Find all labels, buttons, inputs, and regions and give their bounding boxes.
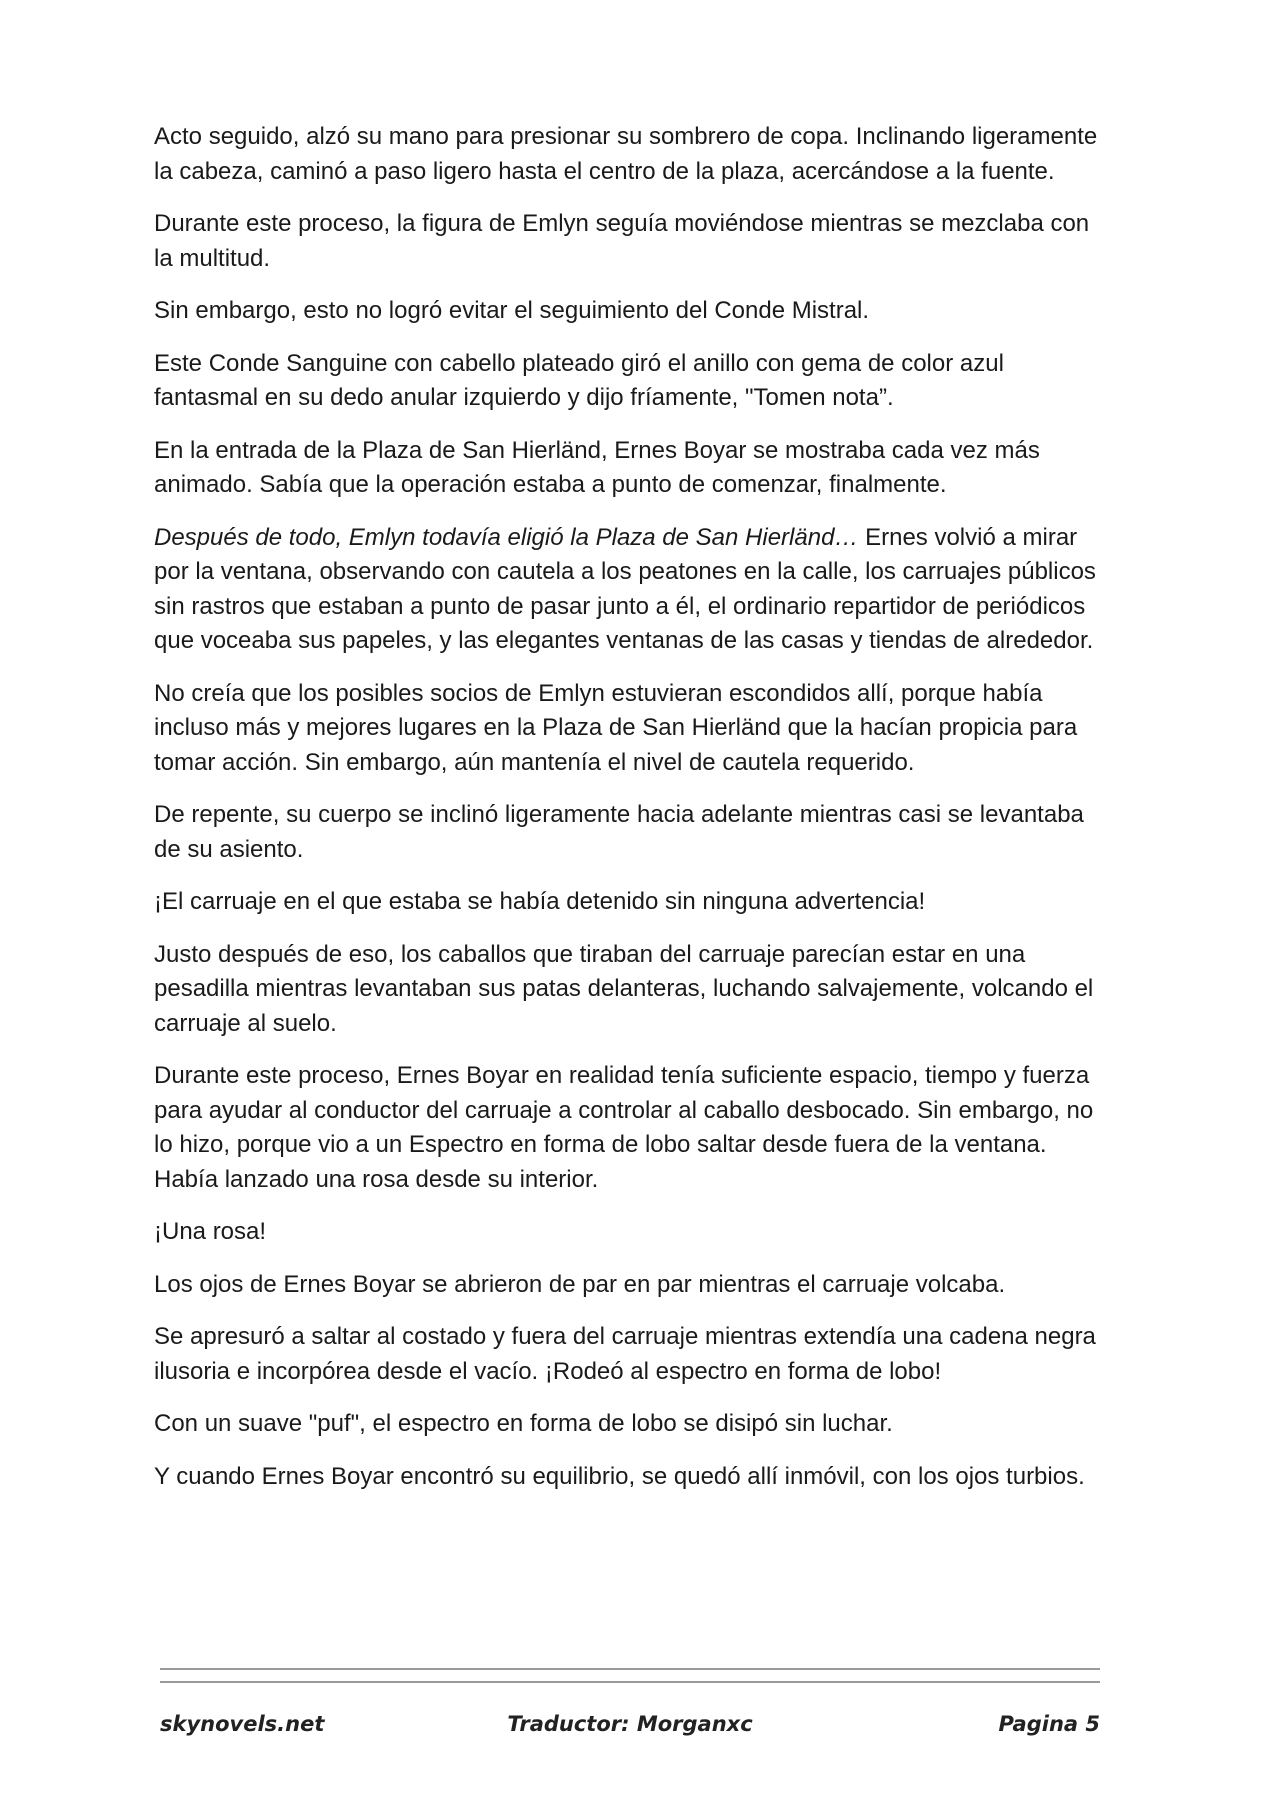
italic-thought: Después de todo, Emlyn todavía eligió la Plaza de San Hierländ… — [154, 523, 859, 551]
footer-site: skynovels.net — [160, 1712, 325, 1736]
footer-translator: Traductor: Morganxc — [507, 1712, 753, 1736]
paragraph-15: Con un suave "puf", el espectro en forma de lobo se disipó sin luchar. — [154, 1410, 893, 1437]
paragraph-5: En la entrada de la Plaza de San Hierländ, Ernes Boyar se mostraba cada vez más animado. Sabía que la operación estaba a punto de comenzar, finalmente. — [154, 436, 1040, 498]
paragraph-12: ¡Una rosa! — [154, 1218, 267, 1245]
paragraph-13: Los ojos de Ernes Boyar se abrieron de par en par mientras el carruaje volcaba. — [154, 1270, 1006, 1298]
paragraph-4: Este Conde Sanguine con cabello plateado giró el anillo con gema de color azul fantasmal en su dedo anular izquierdo y dijo fríamente, "Tomen nota”. — [154, 349, 1004, 411]
paragraph-16: Y cuando Ernes Boyar encontró su equilibrio, se quedó allí inmóvil, con los ojos turbios. — [154, 1462, 1085, 1490]
paragraph-7: No creía que los posibles socios de Emlyn estuvieran escondidos allí, porque había incluso más y mejores lugares en la Plaza de San Hierländ que la hacían propicia para tomar acción. Sin embargo, aún mantenía el nivel de cautela requerido. — [154, 679, 1078, 776]
document-body — [154, 120, 1114, 1512]
paragraph-1: Acto seguido, alzó su mano para presionar su sombrero de copa. Inclinando ligeramente la cabeza, caminó a paso ligero hasta el centro de la plaza, acercándose a la fuente. — [154, 123, 1098, 185]
paragraph-14: Se apresuró a saltar al costado y fuera del carruaje mientras extendía una cadena negra ilusoria e incorpórea desde el vacío. ¡Rodeó al espectro en forma de lobo! — [154, 1323, 1096, 1385]
paragraph-6: Después de todo, Emlyn todavía eligió la Plaza de San Hierländ… Ernes volvió a mirar por la ventana, observando con cautela a los peatones en la calle, los carruajes públicos sin rastros que estaban a punto de pasar junto a él, el ordinario repartidor de periódicos que voceaba sus papeles, y las elegantes ventanas de las casas y tiendas de alrededor. — [154, 523, 1096, 654]
footer-page-number: Pagina 5 — [998, 1712, 1100, 1736]
paragraph-11: Durante este proceso, Ernes Boyar en realidad tenía suficiente espacio, tiempo y fuerza para ayudar al conductor del carruaje a controlar al caballo desbocado. Sin embargo, no lo hizo, porque vio a un Espectro en forma de lobo saltar desde fuera de la ventana. Había lanzado una rosa desde su interior. — [154, 1062, 1094, 1193]
page-footer — [160, 1712, 1100, 1748]
paragraph-2: Durante este proceso, la figura de Emlyn seguía moviéndose mientras se mezclaba con la multitud. — [154, 210, 1090, 272]
paragraph-8: De repente, su cuerpo se inclinó ligeramente hacia adelante mientras casi se levantaba de su asiento. — [154, 801, 1084, 863]
footer-divider-bottom — [160, 1681, 1100, 1683]
paragraph-10: Justo después de eso, los caballos que tiraban del carruaje parecían estar en una pesadilla mientras levantaban sus patas delanteras, luchando salvajemente, volcando el carruaje al suelo. — [154, 940, 1094, 1037]
paragraph-3: Sin embargo, esto no logró evitar el seguimiento del Conde Mistral. — [154, 297, 870, 324]
paragraph-9: ¡El carruaje en el que estaba se había detenido sin ninguna advertencia! — [154, 888, 926, 915]
footer-divider-top — [160, 1668, 1100, 1670]
